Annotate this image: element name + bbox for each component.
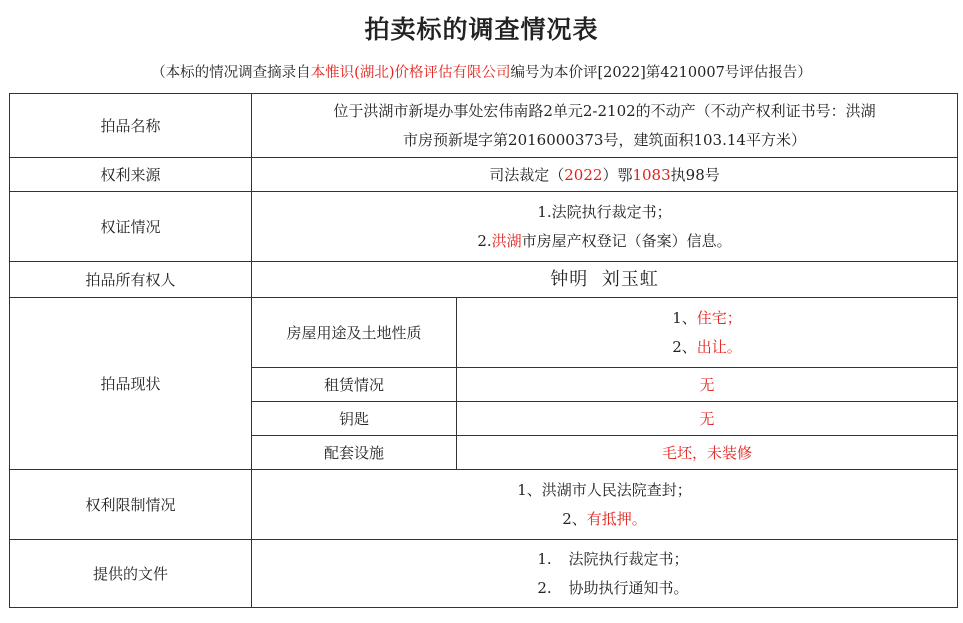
label-docs: 提供的文件 [10, 540, 252, 608]
rights-source-year: 2022 [564, 165, 603, 184]
item-name-line1: 位于洪湖市新堤办事处宏伟南路2单元2-2102的不动产（不动产权利证书号：洪湖 [333, 101, 876, 120]
docs-item-1 [256, 545, 953, 574]
label-cert: 权证情况 [10, 192, 252, 262]
row-owner [10, 262, 958, 298]
row-docs [10, 540, 958, 608]
docs-item-2-value: 协助执行通知书。 [568, 578, 689, 597]
restriction-line1: 1、洪湖市人民法院查封； [517, 480, 692, 499]
label-key: 钥匙 [252, 402, 457, 436]
subtitle-suffix: 编号为本价评[2022]第4210007号评估报告） [510, 65, 812, 81]
docs-item-1-value: 法院执行裁定书； [568, 549, 689, 568]
label-item-name: 拍品名称 [10, 94, 252, 158]
item-name-line2: 市房预新堤字第2016000373号，建筑面积103.14平方米） [403, 130, 806, 149]
use-item-1 [461, 304, 953, 333]
label-facility: 配套设施 [252, 436, 457, 470]
restriction-line2-value: 有抵押。 [586, 509, 647, 528]
label-use: 房屋用途及土地性质 [252, 298, 457, 368]
value-owner: 钟明 刘玉虹 [252, 262, 958, 298]
docs-item-2 [256, 574, 953, 603]
restriction-line2-num: 2、 [562, 509, 587, 528]
cert-line2 [256, 227, 953, 256]
cert-line1: 1.法院执行裁定书； [537, 202, 672, 221]
restriction-line2 [256, 505, 953, 534]
rights-source-part5: 执98号 [670, 165, 720, 184]
row-item-name [10, 94, 958, 158]
subtitle-agency: 本惟识(湖北)价格评估有限公司 [310, 65, 511, 81]
row-status-use [10, 298, 958, 368]
value-lease: 无 [457, 368, 958, 402]
use-item-2-num: 2、 [672, 337, 697, 356]
cert-line2-city: 洪湖 [491, 231, 522, 250]
row-restriction [10, 470, 958, 540]
subtitle-prefix: （本标的情况调查摘录自 [151, 65, 311, 81]
value-rights-source [252, 158, 958, 192]
value-key: 无 [457, 402, 958, 436]
rights-source-code: 1083 [632, 165, 671, 184]
docs-item-2-num: 2. [537, 578, 552, 597]
survey-table [9, 93, 958, 608]
rights-source-part1: 司法裁定（ [489, 165, 565, 184]
rights-source-part3: ）鄂 [602, 165, 633, 184]
value-cert [252, 192, 958, 262]
label-owner: 拍品所有权人 [10, 262, 252, 298]
subtitle [0, 61, 963, 82]
use-item-2-value: 出让。 [696, 337, 742, 356]
label-status: 拍品现状 [10, 298, 252, 470]
use-item-1-num: 1、 [672, 308, 697, 327]
page-title: 拍卖标的调查情况表 [364, 15, 599, 44]
row-rights-source [10, 158, 958, 192]
row-cert [10, 192, 958, 262]
label-restriction: 权利限制情况 [10, 470, 252, 540]
cert-line2-num: 2. [477, 231, 492, 250]
value-item-name [252, 94, 958, 158]
label-rights-source: 权利来源 [10, 158, 252, 192]
value-restriction [252, 470, 958, 540]
value-docs [252, 540, 958, 608]
use-item-1-value: 住宅； [696, 308, 742, 327]
docs-item-1-num: 1. [537, 549, 552, 568]
label-lease: 租赁情况 [252, 368, 457, 402]
use-item-2 [461, 333, 953, 362]
value-use [457, 298, 958, 368]
cert-line2-text: 市房屋产权登记（备案）信息。 [521, 231, 732, 250]
value-facility: 毛坯，未装修 [457, 436, 958, 470]
